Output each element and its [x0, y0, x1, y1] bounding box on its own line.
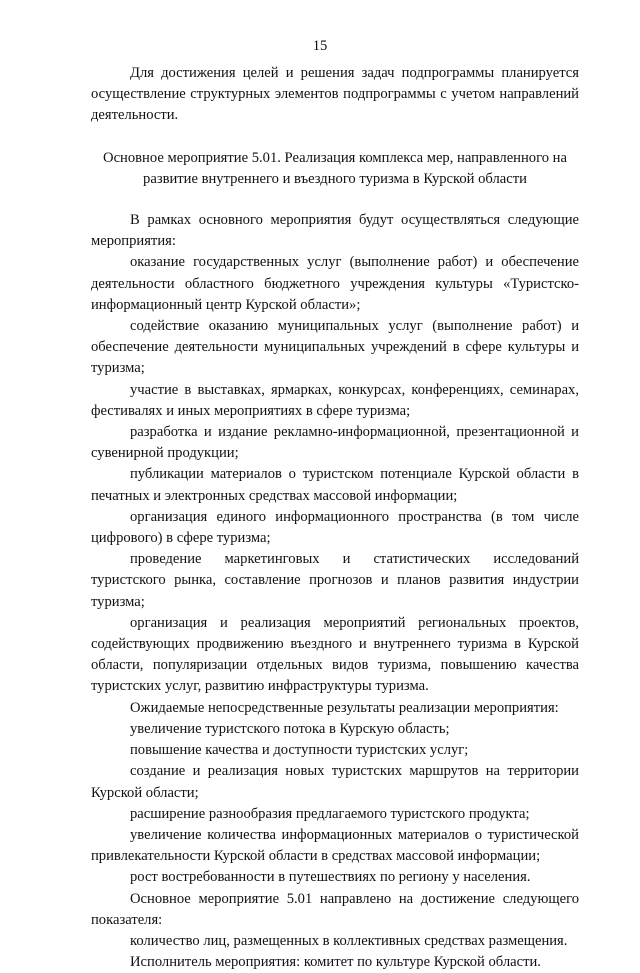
paragraph: Ожидаемые непосредственные результаты реализации мероприятия: [130, 699, 559, 716]
list-item: разработка и издание рекламно-информационной, презентационной и сувенирной продукции; [91, 424, 579, 462]
list-item: рост востребованности в путешествиях по региону у населения. [130, 869, 531, 886]
intro-paragraph: Для достижения целей и решения задач подпрограммы планируется осуществление структурных элементов подпрограммы с учетом направлений деятельности. [91, 65, 579, 124]
list-item: количество лиц, размещенных в коллективных средствах размещения. [130, 932, 568, 949]
section-heading: Основное мероприятие 5.01. Реализация комплекса мер, направленного на развитие внутреннего и въездного туризма в Курской области [103, 149, 567, 187]
list-item: организация и реализация мероприятий региональных проектов, содействующих продвижению въездного и внутреннего туризма в Курской области, популяризации отдельных видов туризма, повышению качества туристских услуг, развитию инфраструктуры туризма. [91, 614, 579, 695]
page-number: 15 [312, 38, 328, 54]
list-item: публикации материалов о туристском потенциале Курской области в печатных и электронных средствах массовой информации; [91, 466, 579, 504]
list-item: проведение маркетинговых и статистических исследований туристского рынка, составление прогнозов и планов развития индустрии туризма; [91, 551, 579, 610]
list-item: увеличение количества информационных материалов о туристической привлекательности Курской области в средствах массовой информации; [91, 826, 579, 865]
list-item: содействие оказанию муниципальных услуг (выполнение работ) и обеспечение деятельности муниципальных учреждений в сфере культуры и туризма; [91, 318, 579, 377]
list-item: участие в выставках, ярмарках, конкурсах, конференциях, семинарах, фестивалях и иных мероприятиях в сфере туризма; [91, 381, 579, 419]
list-item: увеличение туристского потока в Курскую область; [130, 720, 450, 737]
paragraph: Исполнитель мероприятия: комитет по культуре Курской области. [130, 954, 541, 971]
list-item: расширение разнообразия предлагаемого туристского продукта; [130, 805, 530, 822]
document-body [91, 63, 579, 973]
list-item: повышение качества и доступности туристских услуг; [130, 742, 469, 759]
list-item: организация единого информационного пространства (в том числе цифрового) в сфере туризма; [91, 508, 579, 547]
list-item: создание и реализация новых туристских маршрутов на территории Курской области; [91, 763, 579, 801]
list-item: оказание государственных услуг (выполнение работ) и обеспечение деятельности областного бюджетного учреждения культуры «Туристско-информационный центр Курской области»; [91, 254, 579, 313]
paragraph: В рамках основного мероприятия будут осуществляться следующие мероприятия: [91, 212, 579, 250]
paragraph: Основное мероприятие 5.01 направлено на достижение следующего показателя: [91, 890, 579, 928]
section-heading-block [91, 148, 579, 190]
